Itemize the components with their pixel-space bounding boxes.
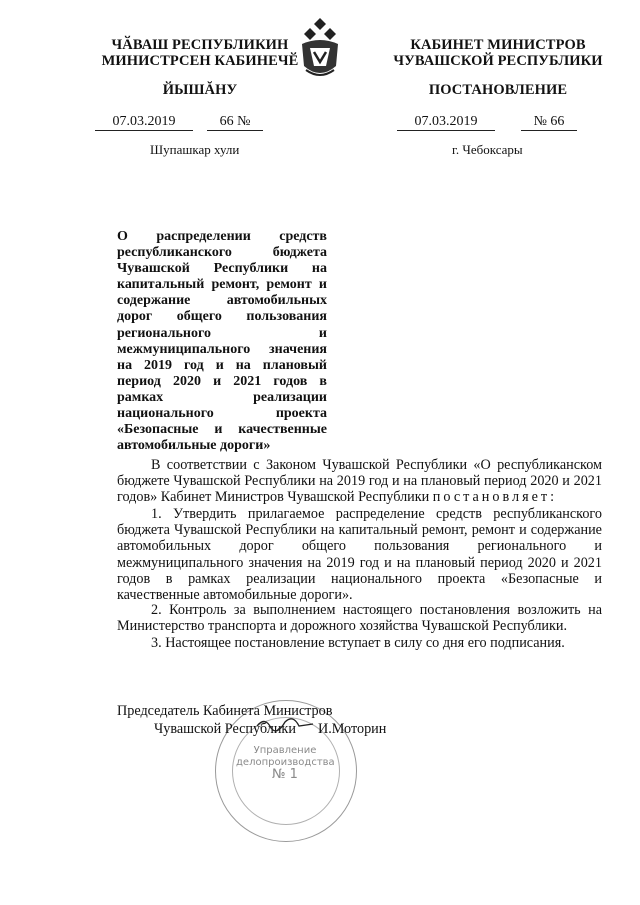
item-2: 2. Контроль за выполнением настоящего постановления возложить на Министерство транспорта и дорожного хозяйства Чувашской Республики. <box>117 602 602 635</box>
header-right-line2: ЧУВАШСКОЙ РЕСПУБЛИКИ <box>393 53 603 69</box>
stamp-line2: делопроизводства <box>236 757 335 768</box>
right-date: 07.03.2019 <box>397 114 495 131</box>
header-right-org <box>378 37 618 69</box>
item-3: 3. Настоящее постановление вступает в силу со дня его подписания. <box>151 635 565 651</box>
header-right-line1: КАБИНЕТ МИНИСТРОВ <box>410 37 586 53</box>
stamp-number: № 1 <box>272 767 298 782</box>
intro-text: В соответствии с Законом Чувашской Республики «О республиканском бюджете Чувашской Республики на 2019 год и на плановый период 2020 и 2021 годов» Кабинет Министров Чувашской Республики <box>117 457 602 506</box>
stamp-line1: Управление <box>253 745 317 756</box>
left-number: 66 № <box>207 114 263 131</box>
signature-scribble <box>255 712 315 736</box>
decree-word: постановляет: <box>432 489 558 506</box>
intro-paragraph <box>117 457 602 506</box>
left-date: 07.03.2019 <box>95 114 193 131</box>
signature-position-line2: Чувашской Республики <box>154 721 296 737</box>
header-left-org <box>85 37 315 69</box>
item-1: 1. Утвердить прилагаемое распределение средств республиканского бюджета Чувашской Республики на капитальный ремонт, ремонт и содержание автомобильных дорог общего пользования регионального и межмуниципального значения на 2019 год и на плановый период 2020 и 2021 годов в рамках реализации национального проекта «Безопасные и качественные автомобильные дороги». <box>117 506 602 604</box>
header-left-line1: ЧӐВАШ РЕСПУБЛИКИН <box>111 37 289 53</box>
signature-position-line1: Председатель Кабинета Министров <box>117 703 333 719</box>
stamp-text <box>236 745 334 781</box>
coat-of-arms-icon <box>296 14 344 84</box>
header-left-line2: МИНИСТРСЕН КАБИНЕЧӖ <box>101 53 299 69</box>
header-right-doctype: ПОСТАНОВЛЕНИЕ <box>428 82 568 98</box>
document-title: О распределении средств республиканского бюджета Чувашской Республики на капитальный ремонт, ремонт и содержание автомобильных дорог общего пользования регионального и межмуниципального значения на 2019 год и на плановый период 2020 и 2021 годов в рамках реализации национального проекта «Безопасные и качественные автомобильные дороги» <box>117 229 327 454</box>
left-city: Шупашкар хули <box>150 142 240 157</box>
right-city: г. Чебоксары <box>452 142 523 157</box>
right-number: № 66 <box>521 114 577 131</box>
signatory-name: И.Моторин <box>318 721 387 737</box>
header-left-doctype: ЙЫШĂНУ <box>162 82 238 98</box>
